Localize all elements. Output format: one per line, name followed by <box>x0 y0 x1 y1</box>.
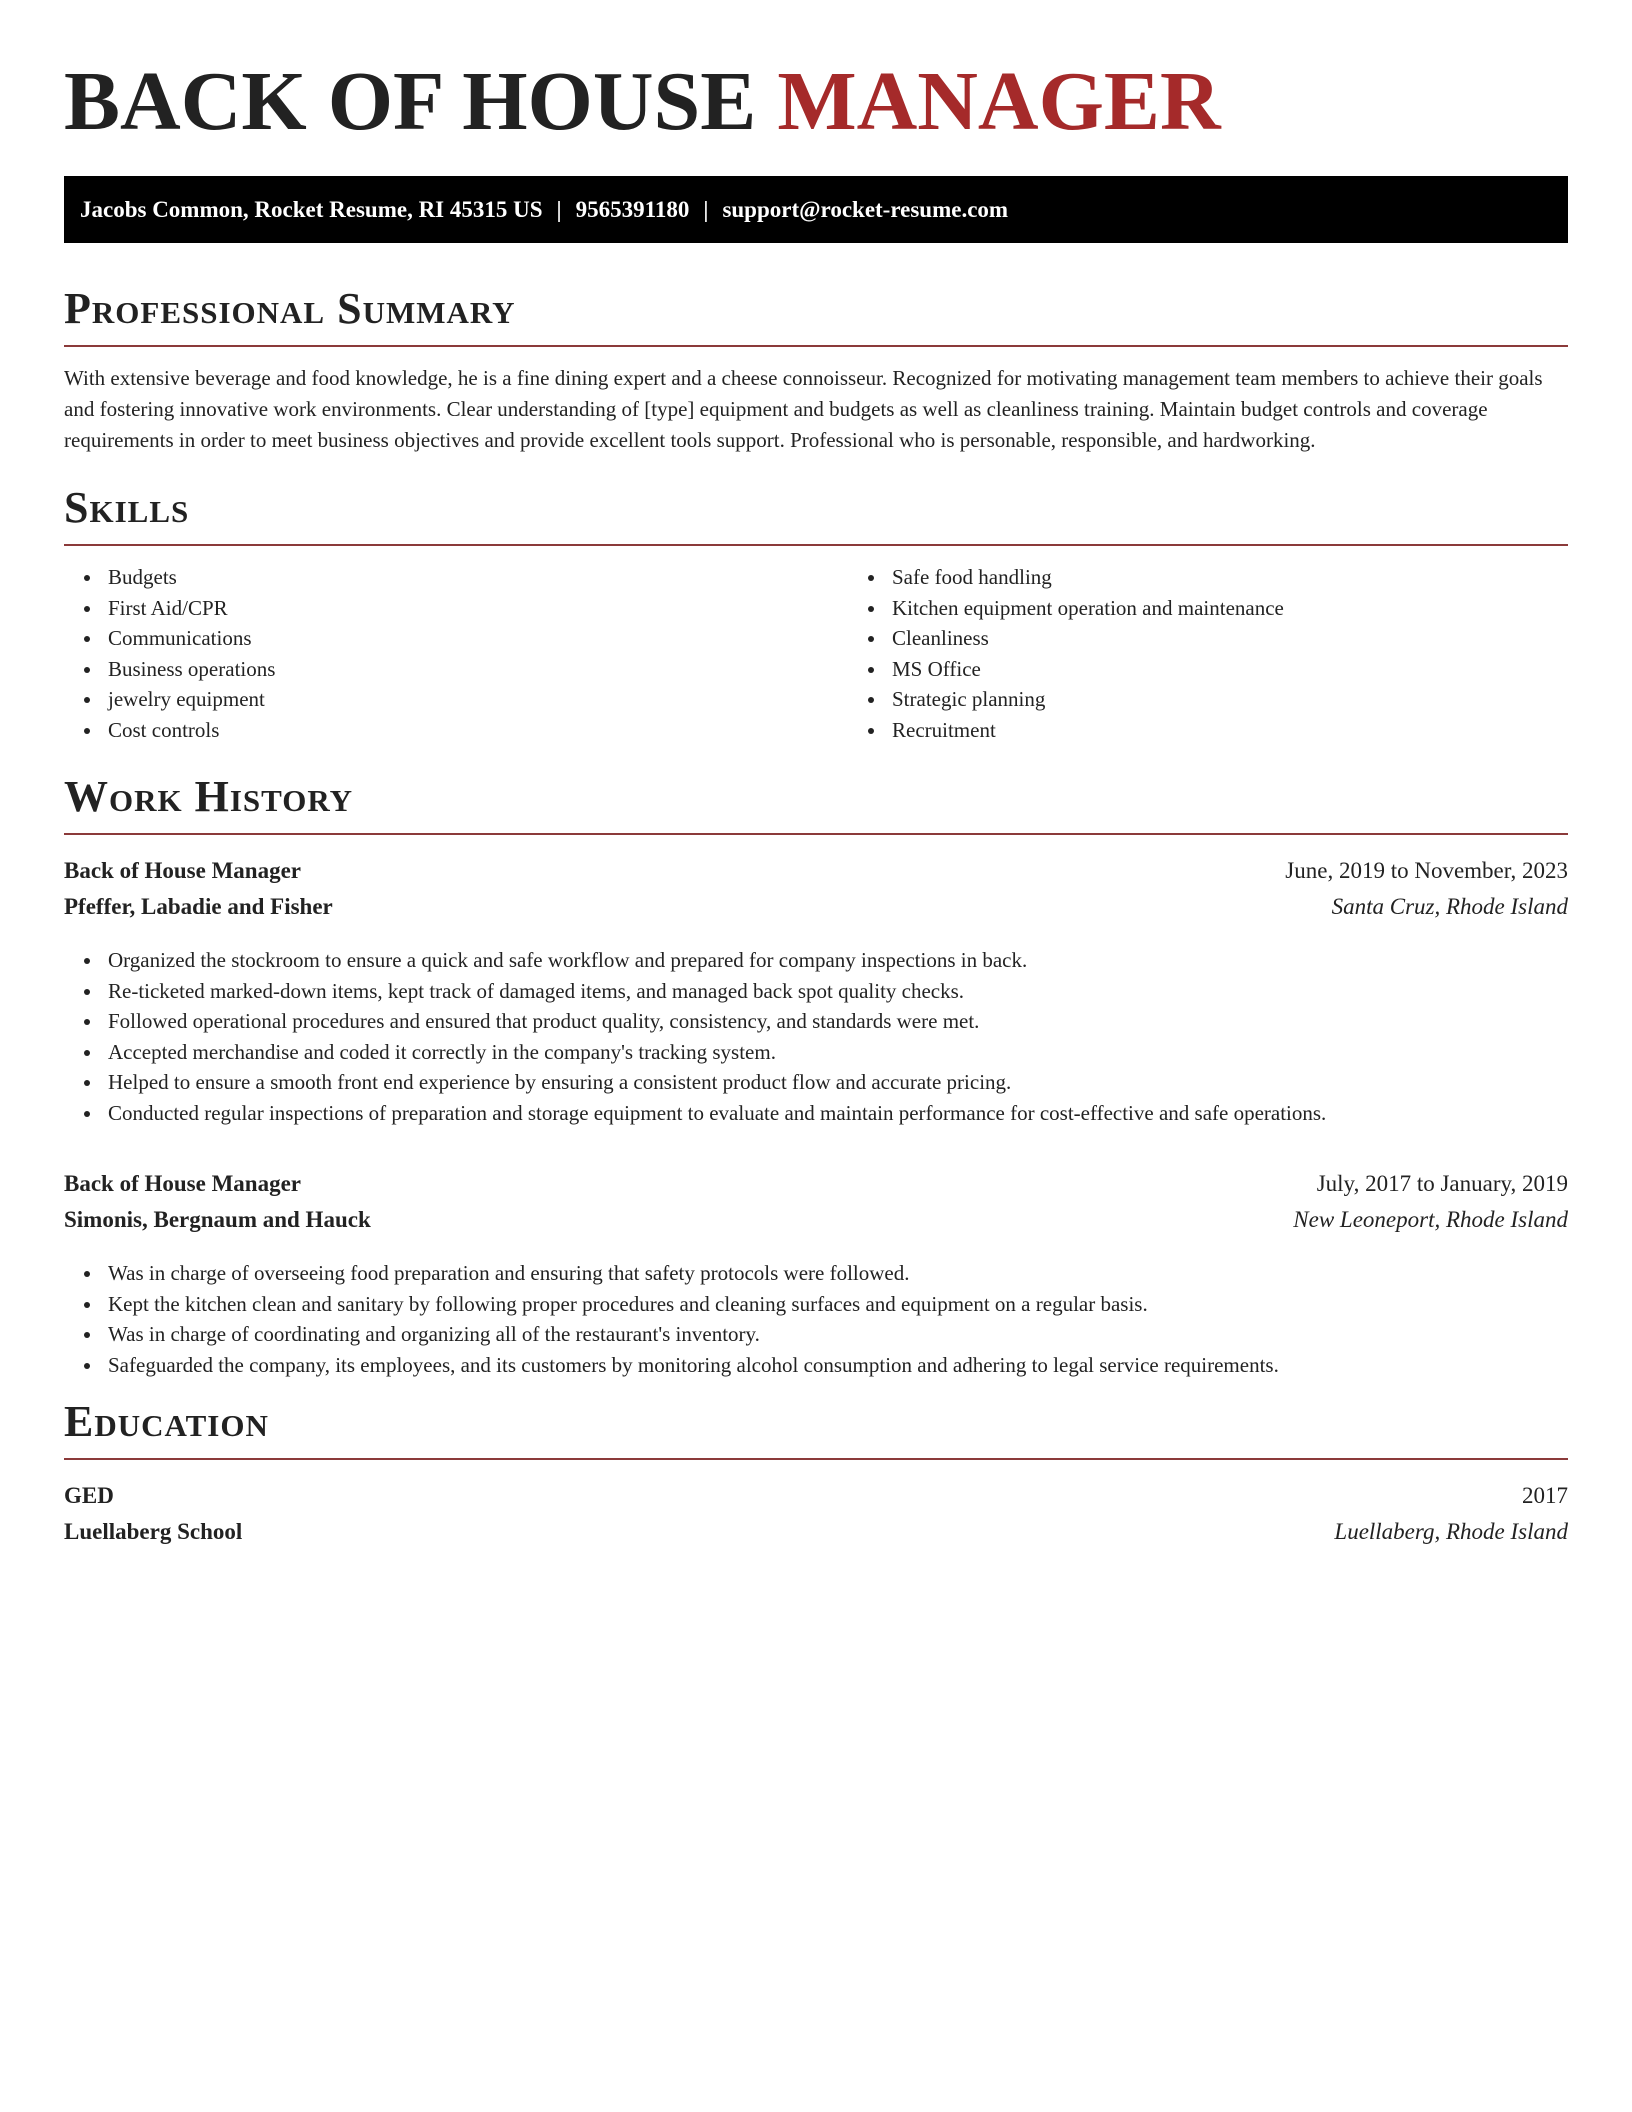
contact-separator: | <box>703 196 709 222</box>
skills-heading: Skills <box>64 483 190 532</box>
job-duties-list <box>64 945 1568 1128</box>
job-duty: Kept the kitchen clean and sanitary by following proper procedures and cleaning surfaces and equipment on a regular basis. <box>108 1289 1568 1320</box>
summary-text: With extensive beverage and food knowledge, he is a fine dining expert and a cheese connoisseur. Recognized for motivating management team members to achieve their goals and fostering innovative work environments. Clear understanding of [type] equipment and budgets as well as cleanliness training. Maintain budget controls and coverage requirements in order to meet business objectives and provide excellent tools support. Professional who is personable, responsible, and hardworking. <box>64 366 1543 452</box>
skill-item: jewelry equipment <box>108 684 848 715</box>
skill-item: Communications <box>108 623 848 654</box>
job-title-row <box>64 1166 1568 1202</box>
job-dates: July, 2017 to January, 2019 <box>1316 1171 1568 1196</box>
contact-bar <box>64 176 1568 243</box>
job-duty: Helped to ensure a smooth front end experience by ensuring a consistent product flow and accurate pricing. <box>108 1067 1568 1098</box>
education-degree: GED <box>64 1483 114 1508</box>
work-history-heading: Work History <box>64 772 354 821</box>
education-year: 2017 <box>1522 1483 1568 1508</box>
title-accent: MANAGER <box>777 55 1221 148</box>
section-divider <box>64 544 1568 546</box>
job-duty: Followed operational procedures and ensured that product quality, consistency, and standards were met. <box>108 1006 1568 1037</box>
education-degree-row <box>64 1478 1568 1514</box>
education-heading: Education <box>64 1397 269 1446</box>
education-section <box>64 1396 1568 1550</box>
education-school: Luellaberg School <box>64 1519 243 1544</box>
title-main: BACK OF HOUSE <box>64 55 757 148</box>
job-duty: Safeguarded the company, its employees, and its customers by monitoring alcohol consumption and adhering to legal service requirements. <box>108 1350 1568 1381</box>
job-duty: Accepted merchandise and coded it correctly in the company's tracking system. <box>108 1037 1568 1068</box>
education-entry <box>64 1478 1568 1550</box>
job-duties-list <box>64 1258 1568 1380</box>
contact-email: support@rocket-resume.com <box>722 196 1009 222</box>
job-duty: Re-ticketed marked-down items, kept track of damaged items, and managed back spot quality checks. <box>108 976 1568 1007</box>
job-company-row <box>64 889 1568 925</box>
job-company: Simonis, Bergnaum and Hauck <box>64 1207 371 1232</box>
resume-title <box>64 52 1568 152</box>
job-title-row <box>64 853 1568 889</box>
summary-heading: Professional Summary <box>64 284 516 333</box>
contact-separator: | <box>556 196 562 222</box>
job-entry <box>64 1166 1568 1380</box>
section-divider <box>64 1458 1568 1460</box>
work-history-section <box>64 771 1568 1380</box>
skills-list-left <box>64 562 848 745</box>
skill-item: Safe food handling <box>892 562 1632 593</box>
job-title: Back of House Manager <box>64 1171 302 1196</box>
skill-item: First Aid/CPR <box>108 593 848 624</box>
job-location: Santa Cruz, Rhode Island <box>1331 894 1568 919</box>
education-location: Luellaberg, Rhode Island <box>1334 1519 1568 1544</box>
job-entry <box>64 853 1568 1128</box>
contact-address: Jacobs Common, Rocket Resume, RI 45315 US <box>80 196 543 222</box>
skills-grid <box>64 562 1568 745</box>
job-duty: Organized the stockroom to ensure a quick and safe workflow and prepared for company inspections in back. <box>108 945 1568 976</box>
section-divider <box>64 345 1568 347</box>
job-duty: Conducted regular inspections of preparation and storage equipment to evaluate and maintain performance for cost-effective and safe operations. <box>108 1098 1568 1129</box>
skill-item: Recruitment <box>892 715 1632 746</box>
job-company: Pfeffer, Labadie and Fisher <box>64 894 333 919</box>
skills-list-right <box>848 562 1632 745</box>
job-company-row <box>64 1202 1568 1238</box>
education-school-row <box>64 1514 1568 1550</box>
skill-item: Business operations <box>108 654 848 685</box>
summary-section <box>64 283 1568 456</box>
skill-item: Strategic planning <box>892 684 1632 715</box>
skill-item: Budgets <box>108 562 848 593</box>
skill-item: Kitchen equipment operation and maintenance <box>892 593 1632 624</box>
job-duty: Was in charge of overseeing food preparation and ensuring that safety protocols were followed. <box>108 1258 1568 1289</box>
skill-item: Cost controls <box>108 715 848 746</box>
skills-section <box>64 482 1568 745</box>
job-dates: June, 2019 to November, 2023 <box>1285 858 1568 883</box>
job-duty: Was in charge of coordinating and organizing all of the restaurant's inventory. <box>108 1319 1568 1350</box>
job-title: Back of House Manager <box>64 858 302 883</box>
contact-phone: 9565391180 <box>575 196 690 222</box>
job-location: New Leoneport, Rhode Island <box>1293 1207 1568 1232</box>
section-divider <box>64 833 1568 835</box>
skill-item: MS Office <box>892 654 1632 685</box>
skill-item: Cleanliness <box>892 623 1632 654</box>
